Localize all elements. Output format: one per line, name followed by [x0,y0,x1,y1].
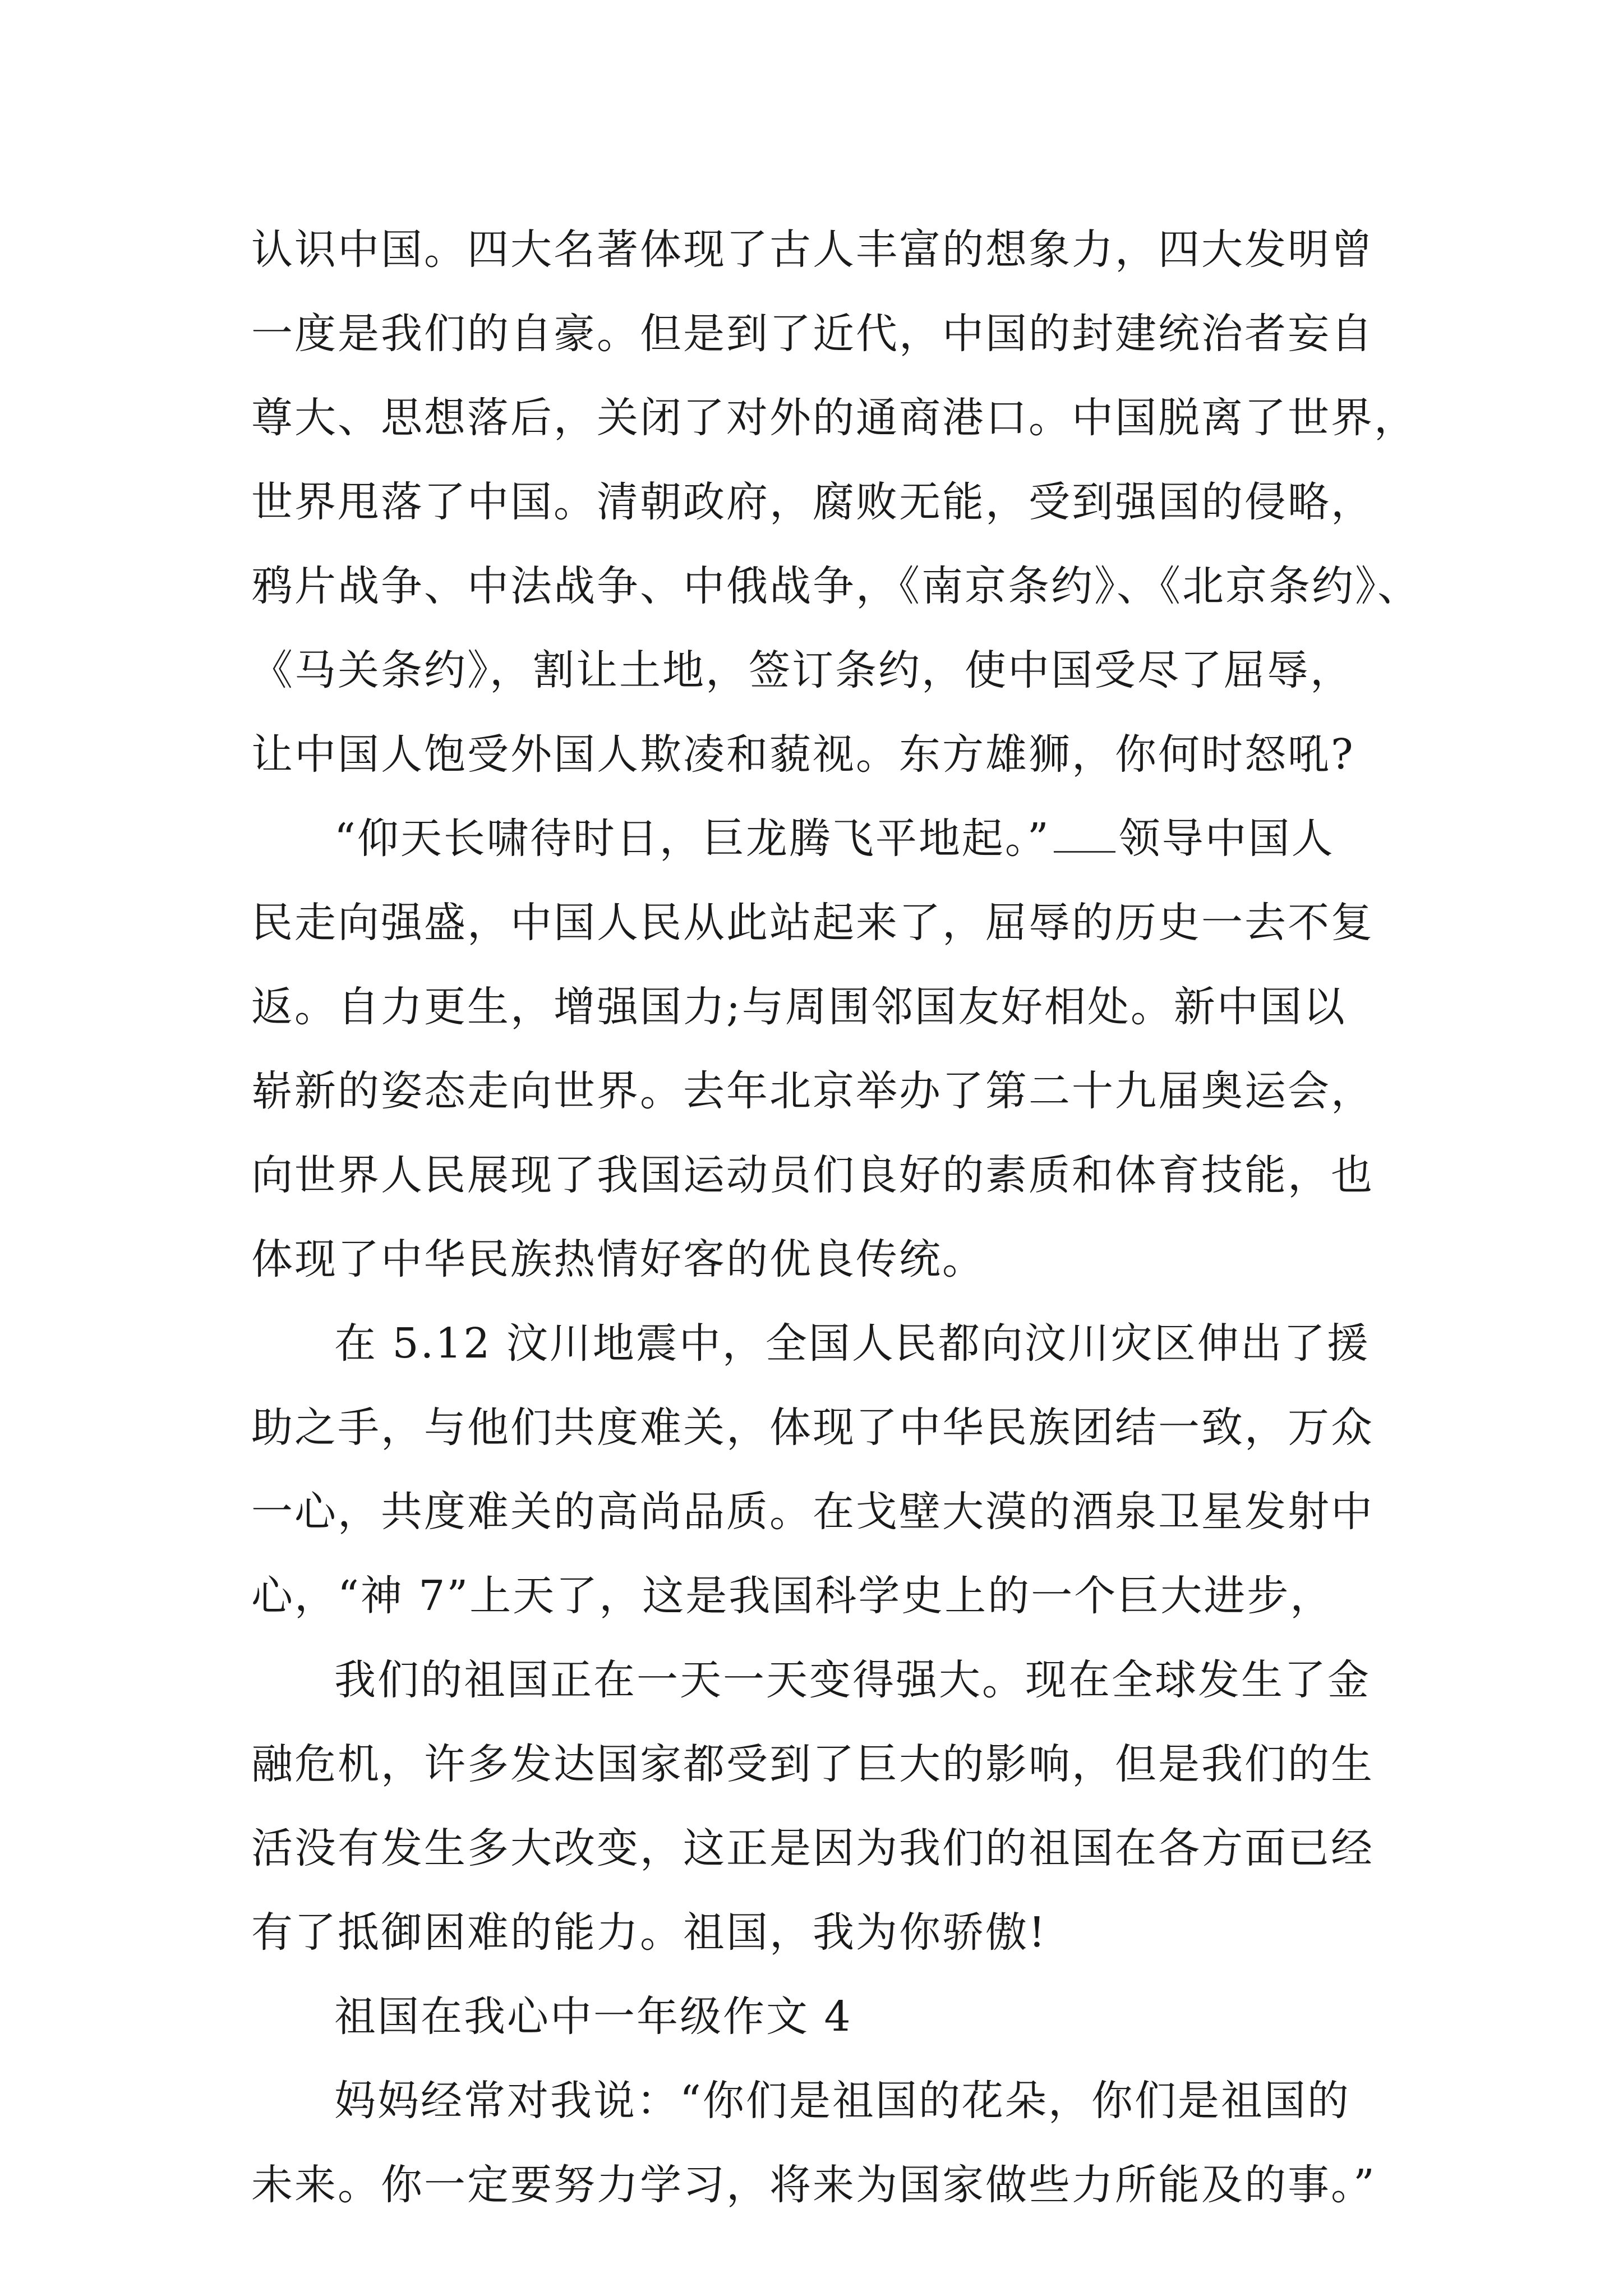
section-title: 祖国在我心中一年级作文 4 [334,1993,852,2041]
text-line: 融危机，许多发达国家都受到了巨大的影响，但是我们的生 [251,1740,1374,1788]
text-line: 有了抵御困难的能力。祖国，我为你骄傲! [251,1908,1047,1957]
paragraph-first-line: 在 5.12 汶川地震中，全国人民都向汶川灾区伸出了援 [334,1319,1370,1368]
text-line: 让中国人饱受外国人欺凌和藐视。东方雄狮，你何时怒吼? [251,730,1355,779]
text-line: 一度是我们的自豪。但是到了近代，中国的封建统治者妄自 [251,310,1374,358]
paragraph-first-line: 我们的祖国正在一天一天变得强大。现在全球发生了金 [334,1656,1371,1704]
text-line: 一心，共度难关的高尚品质。在戈壁大漠的酒泉卫星发射中 [251,1488,1374,1536]
text-line: 未来。你一定要努力学习，将来为国家做些力所能及的事。” [251,2161,1376,2209]
text-line: 崭新的姿态走向世界。去年北京举办了第二十九届奥运会， [251,1067,1374,1115]
paragraph-first-line [251,797,1440,881]
quote-text: “仰天长啸待时日，巨龙腾飞平地起。” [334,815,1050,863]
text-line: 活没有发生多大改变，这正是因为我们的祖国在各方面已经 [251,1824,1374,1872]
text-line: 返。自力更生，增强国力;与周围邻国友好相处。新中国以 [251,983,1347,1031]
text-line: 体现了中华民族热情好客的优良传统。 [251,1235,985,1283]
after-blank-text: 领导中国人 [1118,815,1335,863]
text-line: 《马关条约》，割让土地，签订条约，使中国受尽了屈辱， [251,646,1353,694]
paragraph-first-line: 妈妈经常对我说：“你们是祖国的花朵，你们是祖国的 [334,2077,1350,2125]
text-line: 民走向强盛，中国人民从此站起来了，屈辱的历史一去不复 [251,899,1374,947]
text-line: 尊大、思想落后，关闭了对外的通商港口。中国脱离了世界， [251,394,1417,442]
text-line: 心，“神 7”上天了，这是我国科学史上的一个巨大进步， [251,1572,1334,1620]
document-body [251,208,1440,2227]
text-line: 世界甩落了中国。清朝政府，腐败无能，受到强国的侵略， [251,478,1374,526]
text-line: 鸦片战争、中法战争、中俄战争，《南京条约》、《北京条约》、 [251,562,1421,610]
text-line: 向世界人民展现了我国运动员们良好的素质和体育技能，也 [251,1151,1374,1199]
fill-blank [1054,816,1115,853]
text-line: 认识中国。四大名著体现了古人丰富的想象力，四大发明曾 [251,226,1374,274]
text-line: 助之手，与他们共度难关，体现了中华民族团结一致，万众 [251,1404,1374,1452]
